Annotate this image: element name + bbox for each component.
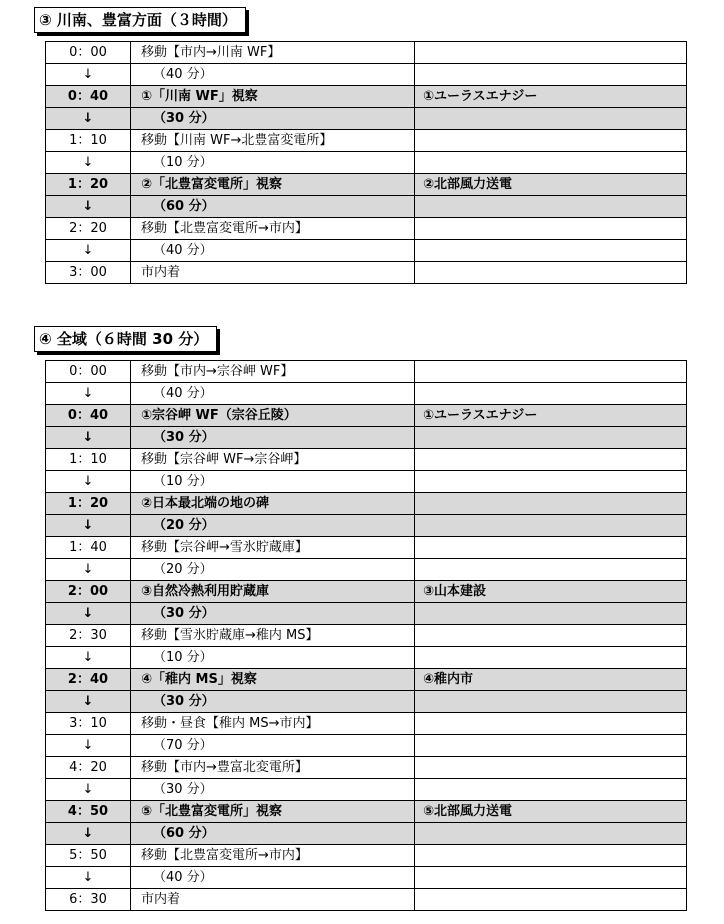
organization-cell: ④稚内市: [415, 669, 687, 691]
organization-cell: [415, 42, 687, 64]
organization-cell: [415, 823, 687, 845]
description-cell: （10 分）: [131, 647, 415, 669]
organization-cell: [415, 559, 687, 581]
time-cell: 2：30: [46, 625, 131, 647]
schedule-row: [46, 867, 687, 889]
organization-cell: [415, 691, 687, 713]
schedule-row: [46, 845, 687, 867]
description-cell: ③自然冷熱利用貯蔵庫: [131, 581, 415, 603]
organization-cell: ①ユーラスエナジー: [415, 86, 687, 108]
schedule-row: [46, 86, 687, 108]
description-cell: ①「川南 WF」視察: [131, 86, 415, 108]
time-cell: 1：10: [46, 449, 131, 471]
time-cell: 1：40: [46, 537, 131, 559]
organization-cell: [415, 889, 687, 911]
schedule-row: [46, 823, 687, 845]
organization-cell: [415, 471, 687, 493]
organization-cell: [415, 240, 687, 262]
organization-cell: [415, 493, 687, 515]
time-cell: ↓: [46, 383, 131, 405]
description-cell: （60 分）: [131, 196, 415, 218]
time-cell: ↓: [46, 779, 131, 801]
description-cell: （30 分）: [131, 779, 415, 801]
organization-cell: [415, 108, 687, 130]
time-cell: ↓: [46, 515, 131, 537]
schedule-table-section-4: [45, 360, 687, 911]
organization-cell: [415, 757, 687, 779]
schedule-row: [46, 625, 687, 647]
schedule-row: [46, 108, 687, 130]
description-cell: 市内着: [131, 889, 415, 911]
description-cell: （30 分）: [131, 427, 415, 449]
organization-cell: [415, 196, 687, 218]
schedule-row: [46, 691, 687, 713]
time-cell: ↓: [46, 64, 131, 86]
description-cell: 移動【宗谷岬→雪氷貯蔵庫】: [131, 537, 415, 559]
time-cell: 3：00: [46, 262, 131, 284]
time-cell: 1：20: [46, 174, 131, 196]
schedule-row: [46, 801, 687, 823]
description-cell: 移動【市内→宗谷岬 WF】: [131, 361, 415, 383]
organization-cell: [415, 779, 687, 801]
organization-cell: [415, 625, 687, 647]
time-cell: ↓: [46, 691, 131, 713]
schedule-row: [46, 240, 687, 262]
schedule-row: [46, 262, 687, 284]
time-cell: ↓: [46, 471, 131, 493]
description-cell: （10 分）: [131, 471, 415, 493]
time-cell: ↓: [46, 559, 131, 581]
schedule-row: [46, 889, 687, 911]
section-4-title: ④ 全域（６時間 30 分）: [34, 326, 217, 352]
schedule-row: [46, 449, 687, 471]
time-cell: ↓: [46, 823, 131, 845]
time-cell: 0：00: [46, 42, 131, 64]
time-cell: ↓: [46, 867, 131, 889]
organization-cell: [415, 735, 687, 757]
schedule-row: [46, 405, 687, 427]
schedule-row: [46, 130, 687, 152]
description-cell: （30 分）: [131, 691, 415, 713]
description-cell: 移動【川南 WF→北豊富変電所】: [131, 130, 415, 152]
schedule-row: [46, 669, 687, 691]
organization-cell: [415, 515, 687, 537]
time-cell: ↓: [46, 603, 131, 625]
organization-cell: [415, 361, 687, 383]
description-cell: 移動【宗谷岬 WF→宗谷岬】: [131, 449, 415, 471]
description-cell: 移動【雪氷貯蔵庫→稚内 MS】: [131, 625, 415, 647]
time-cell: ↓: [46, 735, 131, 757]
organization-cell: ③山本建設: [415, 581, 687, 603]
schedule-row: [46, 361, 687, 383]
schedule-row: [46, 174, 687, 196]
description-cell: 移動【北豊富変電所→市内】: [131, 218, 415, 240]
organization-cell: ⑤北部風力送電: [415, 801, 687, 823]
description-cell: ④「稚内 MS」視察: [131, 669, 415, 691]
time-cell: ↓: [46, 152, 131, 174]
organization-cell: [415, 713, 687, 735]
description-cell: （30 分）: [131, 603, 415, 625]
organization-cell: [415, 152, 687, 174]
schedule-row: [46, 218, 687, 240]
time-cell: 0：40: [46, 86, 131, 108]
description-cell: ⑤「北豊富変電所」視察: [131, 801, 415, 823]
organization-cell: [415, 845, 687, 867]
section-3-title: ③ 川南、豊富方面（３時間）: [34, 7, 246, 33]
description-cell: （40 分）: [131, 64, 415, 86]
schedule-row: [46, 757, 687, 779]
time-cell: 1：10: [46, 130, 131, 152]
time-cell: 1：20: [46, 493, 131, 515]
organization-cell: [415, 449, 687, 471]
time-cell: ↓: [46, 196, 131, 218]
time-cell: 2：20: [46, 218, 131, 240]
description-cell: ①宗谷岬 WF（宗谷丘陵）: [131, 405, 415, 427]
organization-cell: [415, 218, 687, 240]
schedule-row: [46, 493, 687, 515]
organization-cell: [415, 262, 687, 284]
description-cell: 移動【市内→豊富北変電所】: [131, 757, 415, 779]
organization-cell: [415, 383, 687, 405]
schedule-row: [46, 152, 687, 174]
schedule-row: [46, 735, 687, 757]
time-cell: 4：20: [46, 757, 131, 779]
description-cell: （40 分）: [131, 240, 415, 262]
time-cell: 2：00: [46, 581, 131, 603]
schedule-row: [46, 64, 687, 86]
organization-cell: [415, 64, 687, 86]
time-cell: ↓: [46, 240, 131, 262]
time-cell: 5：50: [46, 845, 131, 867]
time-cell: ↓: [46, 647, 131, 669]
schedule-row: [46, 603, 687, 625]
time-cell: 6：30: [46, 889, 131, 911]
organization-cell: [415, 537, 687, 559]
description-cell: （10 分）: [131, 152, 415, 174]
description-cell: （70 分）: [131, 735, 415, 757]
schedule-row: [46, 427, 687, 449]
schedule-row: [46, 383, 687, 405]
description-cell: （60 分）: [131, 823, 415, 845]
schedule-row: [46, 471, 687, 493]
description-cell: 移動・昼食【稚内 MS→市内】: [131, 713, 415, 735]
schedule-row: [46, 42, 687, 64]
description-cell: （20 分）: [131, 559, 415, 581]
organization-cell: ①ユーラスエナジー: [415, 405, 687, 427]
time-cell: ↓: [46, 427, 131, 449]
schedule-row: [46, 196, 687, 218]
organization-cell: ②北部風力送電: [415, 174, 687, 196]
organization-cell: [415, 647, 687, 669]
time-cell: 0：40: [46, 405, 131, 427]
description-cell: ②日本最北端の地の碑: [131, 493, 415, 515]
schedule-table-section-3: [45, 41, 687, 284]
schedule-row: [46, 779, 687, 801]
schedule-row: [46, 581, 687, 603]
description-cell: （30 分）: [131, 108, 415, 130]
description-cell: （40 分）: [131, 867, 415, 889]
organization-cell: [415, 867, 687, 889]
description-cell: 市内着: [131, 262, 415, 284]
schedule-row: [46, 647, 687, 669]
time-cell: 0：00: [46, 361, 131, 383]
description-cell: 移動【市内→川南 WF】: [131, 42, 415, 64]
organization-cell: [415, 603, 687, 625]
organization-cell: [415, 427, 687, 449]
description-cell: ②「北豊富変電所」視察: [131, 174, 415, 196]
time-cell: 2：40: [46, 669, 131, 691]
description-cell: 移動【北豊富変電所→市内】: [131, 845, 415, 867]
time-cell: 4：50: [46, 801, 131, 823]
time-cell: ↓: [46, 108, 131, 130]
organization-cell: [415, 130, 687, 152]
description-cell: （20 分）: [131, 515, 415, 537]
description-cell: （40 分）: [131, 383, 415, 405]
schedule-row: [46, 537, 687, 559]
schedule-row: [46, 515, 687, 537]
schedule-row: [46, 559, 687, 581]
time-cell: 3：10: [46, 713, 131, 735]
schedule-row: [46, 713, 687, 735]
